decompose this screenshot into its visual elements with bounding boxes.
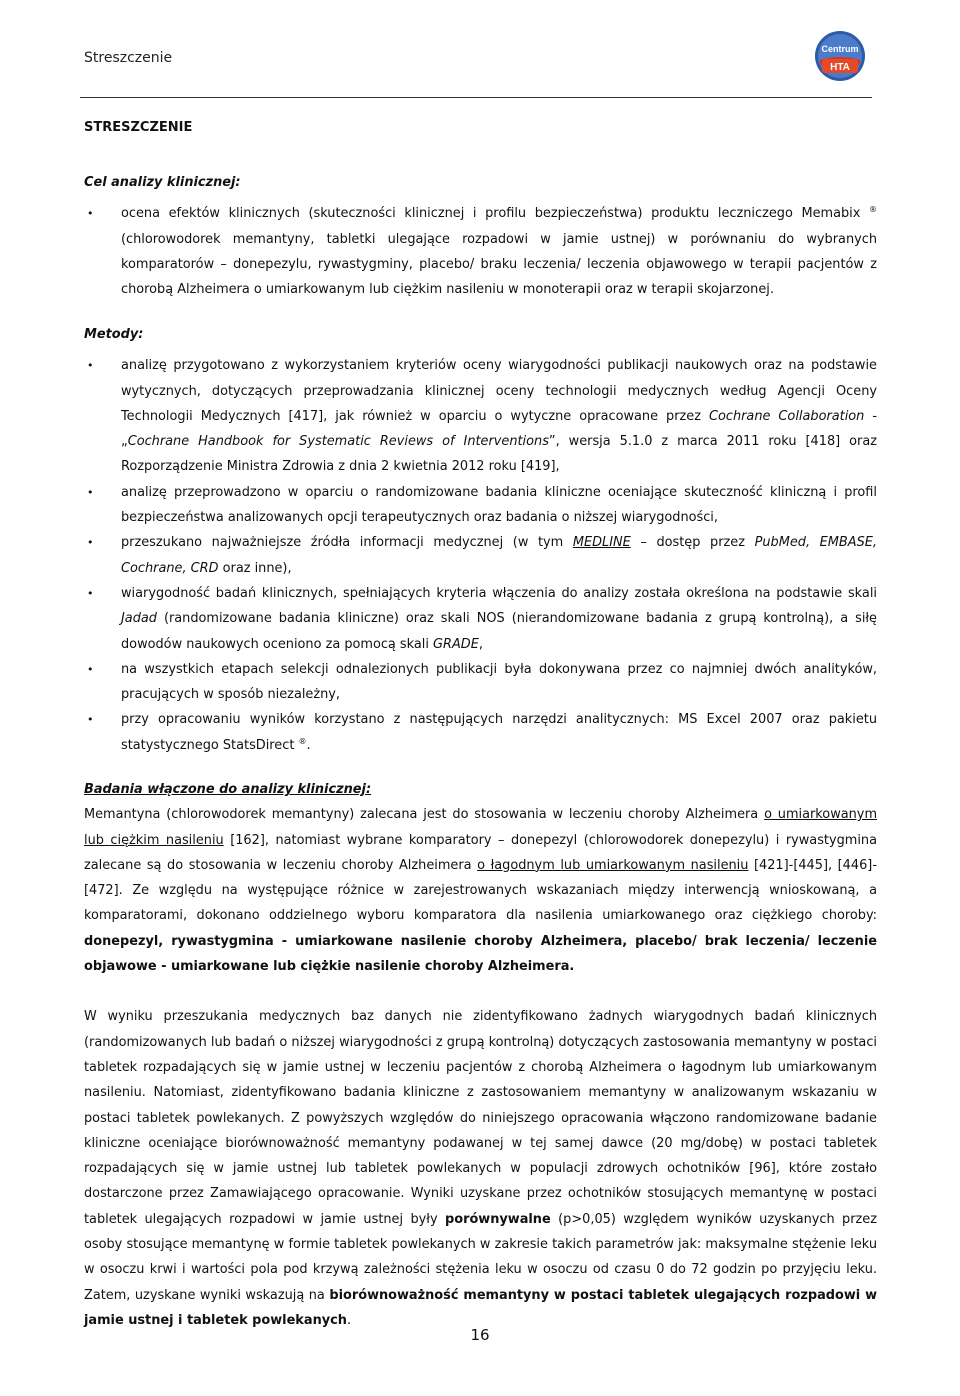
cel-list: [84, 201, 877, 302]
text: [162], natomiast wybrane komparatory – donepezyl (chlorowodorek donepezylu) i rywastygmina zalecane są do stosowania w leczeniu choroby Alzheimera: [84, 832, 877, 873]
section-title-cel: Cel analizy klinicznej:: [84, 175, 241, 190]
text: - „: [121, 408, 878, 450]
text: przeszukano najważniejsze źródła informacji medycznej (w tym: [121, 535, 573, 551]
cel-item-text-2: (chlorowodorek memantyny, tabletki ulegające rozpadowi w jamie ustnej) w porównaniu do wybranych komparatorów – donepezylu, rywastygminy, placebo/ braku leczenia/ leczenia objawowego w terapii pacjentów z chorobą Alzheimera o umiarkowanym lub ciężkim nasileniu w monoterapii oraz w terapii skojarzonej.: [121, 231, 877, 298]
registered-mark: ®: [298, 736, 307, 746]
list-item: [84, 480, 877, 531]
text-italic: GRADE: [433, 636, 479, 652]
section-badania: [84, 777, 877, 1333]
text-bold: donepezyl, rywastygmina - umiarkowane nasilenie choroby Alzheimera, placebo/ brak leczenia/ leczenie objawowe - umiarkowane lub ciężkie nasilenie choroby Alzheimera.: [84, 933, 877, 975]
text-bold: biorównoważność memantyny w postaci tabletek ulegających rozpadowi w jamie ustnej i tabletek powlekanych: [84, 1287, 877, 1328]
text-italic: PubMed, EMBASE, Cochrane, CRD: [121, 535, 877, 576]
text-underlined: o umiarkowanym lub ciężkim nasileniu: [84, 807, 877, 848]
text: ,: [478, 636, 483, 652]
list-item: [84, 707, 877, 758]
centrum-hta-logo: [814, 30, 866, 82]
header-divider: [80, 97, 872, 98]
text: ”, wersja 5.1.0 z marca 2011 roku [418] oraz Rozporządzenie Ministra Zdrowia z dnia 2 kwietnia 2012 roku [419],: [121, 434, 878, 475]
text-underlined: o łagodnym lub umiarkowanym nasileniu: [477, 857, 749, 873]
svg-text:Centrum: Centrum: [821, 44, 859, 54]
section-metody: [84, 322, 877, 758]
text-italic: Cochrane Handbook for Systematic Reviews of Interventions: [127, 434, 549, 450]
text: analizę przeprowadzono w oparciu o randomizowane badania kliniczne oceniające skuteczność kliniczną i profil bezpieczeństwa analizowanych opcji terapeutycznych oraz badania o niższej wiarygodności,: [121, 484, 877, 526]
header-title: Streszczenie: [84, 50, 173, 66]
metody-list: [84, 353, 877, 758]
text: oraz inne),: [218, 560, 292, 576]
text: .: [346, 1312, 352, 1328]
text: (p>0,05) względem wyników uzyskanych przez osoby stosujące memantynę w formie tabletek powlekanych w zakresie takich parametrów jak: maksymalne stężenie leku w osoczu krwi i wartości pola pod krzywą zależności stężenia leku w osoczu od czasu 0 do 72 godzin po przyjęciu leku. Zatem, uzyskane wyniki wskazują na: [84, 1211, 878, 1303]
paragraph-1: [84, 802, 877, 979]
list-item: [84, 353, 877, 479]
svg-text:HTA: HTA: [830, 62, 850, 73]
text: – dostęp przez: [630, 535, 755, 551]
section-cel: [84, 170, 877, 302]
text: przy opracowaniu wyników korzystano z następujących narzędzi analitycznych: MS Excel 2007 oraz pakietu statystycznego StatsDirect: [121, 712, 877, 753]
section-title-metody: Metody:: [84, 327, 144, 342]
page-heading: STRESZCZENIE: [84, 120, 193, 135]
text: .: [306, 737, 311, 753]
text: analizę przygotowano z wykorzystaniem kryteriów oceny wiarygodności publikacji naukowych oraz na podstawie wytycznych, dotyczących przeprowadzania klinicznej oceny technologii medycznych według Agencji Oceny Technologii Medycznych [417], jak również w oparciu o wytyczne opracowane przez: [121, 358, 877, 424]
list-item: [84, 201, 877, 302]
paragraph-2: [84, 1004, 877, 1333]
section-title-badania: Badania włączone do analizy klinicznej:: [84, 782, 372, 797]
text: W wyniku przeszukania medycznych baz danych nie zidentyfikowano żadnych wiarygodnych badań klinicznych (randomizowanych lub badań o niższej wiarygodności z grupą kontrolną) dotyczących zastosowania memantyny w postaci tabletek rozpadających się w jamie ustnej w leczeniu pacjentów z chorobą Alzheimera o łagodnym lub umiarkowanym nasileniu. Natomiast, zidentyfikowano badania kliniczne z zastosowaniem memantyny w analizowanym wskazaniu w postaci tabletek powlekanych. Z powyższych względów do niniejszego opracowania włączono randomizowane badanie kliniczne oceniające biorównoważność memantyny podawanej w tej samej dawce (20 mg/dobę) w postaci tabletek rozpadających się w jamie ustnej lub tabletek powlekanych w populacji zdrowych ochotników [96], które zostało dostarczone przez Zamawiającego opracowanie. Wyniki uzyskane przez ochotników stosujących memantynę w postaci tabletek ulegających rozpadowi w jamie ustnej były: [84, 1009, 877, 1227]
text-italic: MEDLINE: [572, 535, 631, 551]
page-number: 16: [470, 1326, 490, 1344]
text: (randomizowane badania kliniczne) oraz skali NOS (nierandomizowane badania z grupą kontrolną), a siłę dowodów naukowych oceniono za pomocą skali: [121, 611, 877, 652]
list-item: [84, 581, 877, 657]
list-item: [84, 530, 877, 581]
cel-item-text: ocena efektów klinicznych (skuteczności klinicznej i profilu bezpieczeństwa) produktu leczniczego Memabix: [121, 206, 861, 222]
text-italic: Jadad: [121, 611, 157, 627]
text: [421]-[445], [446]-[472]. Ze względu na występujące różnice w zarejestrowanych wskazaniach między interwencją wnioskowaną, a komparatorami, dokonano oddzielnego wyboru komparatora dla nasilenia umiarkowanego oraz ciężkiego choroby:: [84, 857, 877, 924]
text: wiarygodność badań klinicznych, spełniających kryteria włączenia do analizy została określona na podstawie skali: [121, 585, 877, 601]
text-italic: Cochrane Collaboration: [708, 408, 865, 424]
text-bold: porównywalne: [445, 1211, 551, 1227]
text: Memantyna (chlorowodorek memantyny) zalecana jest do stosowania w leczeniu choroby Alzheimera: [84, 807, 765, 823]
text: na wszystkich etapach selekcji odnalezionych publikacji była dokonywana przez co najmniej dwóch analityków, pracujących w sposób niezależny,: [121, 661, 877, 703]
registered-mark: ®: [869, 205, 877, 215]
list-item: [84, 657, 877, 708]
